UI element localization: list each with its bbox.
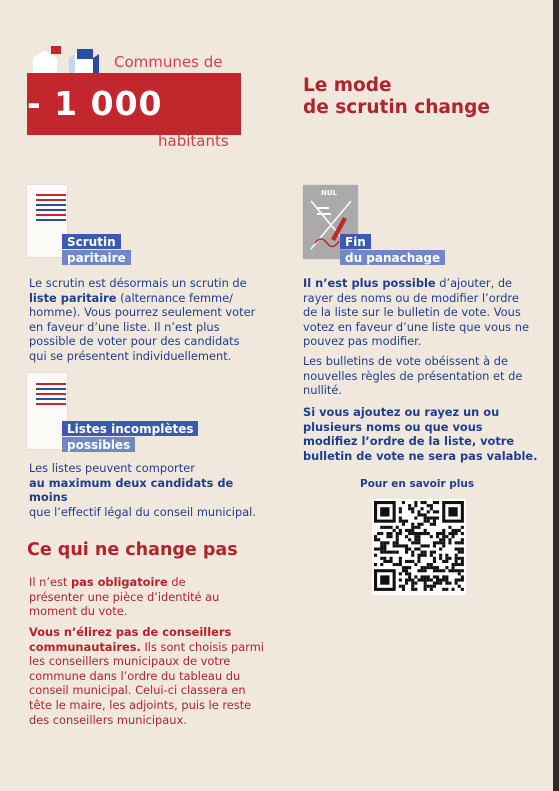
unchanged-section-title: Ce qui ne change pas <box>27 540 238 560</box>
null-ballot-icon: NUL <box>303 185 358 259</box>
scrutin-text: Le scrutin est désormais un scrutin de liste paritaire (alternance femme/ homme). Vous pourrez seulement voter en faveur d’une liste. Il n’est plus possible de voter pour des candidats qui se présentent individuellement. <box>29 276 256 363</box>
ballot-list-icon <box>27 373 67 449</box>
panachage-label-line1: Fin <box>340 234 371 249</box>
listes-label-line1: Listes incomplètes <box>62 421 198 436</box>
page-edge <box>553 0 559 791</box>
scrutin-label-line2: paritaire <box>62 250 131 265</box>
panachage-label-line2: du panachage <box>340 250 445 265</box>
unchanged-text-2: Vous n’élirez pas de conseillers communautaires. Ils sont choisis parmi les conseillers municipaux de votre commune dans l’ordre du tableau du conseil municipal. Celui-ci classera en tête le maire, les adjoints, puis le reste des conseillers municipaux. <box>29 625 264 727</box>
page-title: Le mode de scrutin change <box>303 75 490 118</box>
scrutin-label-line1: Scrutin <box>62 234 121 249</box>
more-info-label: Pour en savoir plus <box>360 478 475 490</box>
habitants-label: habitants <box>158 132 229 150</box>
inhabitants-number: - 1 000 <box>27 84 163 123</box>
panachage-text-1: Il n’est plus possible d’ajouter, de rayer des noms ou de modifier l’ordre de la liste sur le bulletin de vote. Vous votez en faveur d’une liste que vous ne pouvez pas modifier. <box>303 276 529 349</box>
listes-label-line2: possibles <box>62 437 135 452</box>
panachage-text-2: Les bulletins de vote obéissent à de nouvelles règles de présentation et de nullité. <box>303 354 523 398</box>
communes-de-label: Communes de <box>114 53 223 71</box>
unchanged-text-1: Il n’est pas obligatoire de présenter une pièce d’identité au moment du vote. <box>29 575 220 619</box>
listes-text: Les listes peuvent comporter au maximum deux candidats de moins que l’effectif légal du conseil municipal. <box>29 461 256 519</box>
ballot-list-icon <box>27 185 67 257</box>
qr-code[interactable] <box>372 499 466 595</box>
panachage-text-3: Si vous ajoutez ou rayez un ou plusieurs noms ou que vous modifiez l’ordre de la liste, votre bulletin de vote ne sera pas valable. <box>303 405 538 463</box>
